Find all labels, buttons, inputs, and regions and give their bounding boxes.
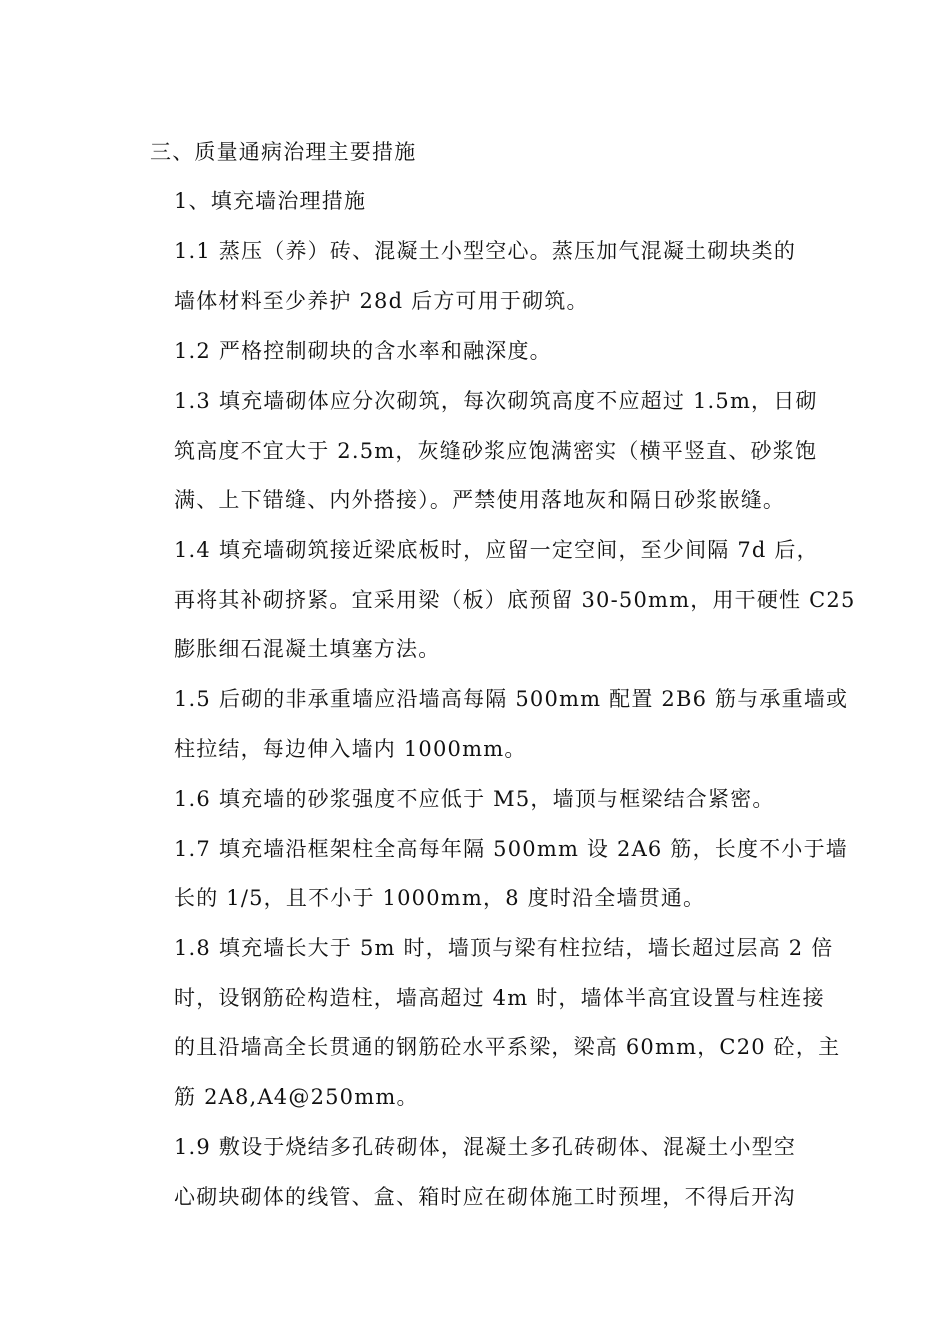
paragraph-line: 1.5 后砌的非承重墙应沿墙高每隔 500mm 配置 2B6 筋与承重墙或: [174, 687, 849, 711]
paragraph-line: 柱拉结，每边伸入墙内 1000mm。: [174, 737, 527, 761]
paragraph-line: 时，设钢筋砼构造柱，墙高超过 4m 时，墙体半高宜设置与柱连接: [174, 986, 825, 1010]
paragraph-line: 1.1 蒸压（养）砖、混凝土小型空心。蒸压加气混凝土砌块类的: [174, 239, 797, 263]
paragraph-line: 1.3 填充墙砌体应分次砌筑，每次砌筑高度不应超过 1.5m，日砌: [174, 389, 818, 413]
paragraph-line: 1.2 严格控制砌块的含水率和融深度。: [174, 339, 552, 363]
paragraph-line: 1.4 填充墙砌筑接近梁底板时，应留一定空间，至少间隔 7d 后，: [174, 538, 819, 562]
paragraph-line: 膨胀细石混凝土填塞方法。: [174, 637, 441, 661]
paragraph-line: 筋 2A8,A4@250mm。: [174, 1085, 419, 1109]
paragraph-line: 长的 1/5，且不小于 1000mm，8 度时沿全墙贯通。: [174, 886, 706, 910]
subsection-heading: 1、填充墙治理措施: [174, 189, 367, 213]
paragraph-line: 1.7 填充墙沿框架柱全高每年隔 500mm 设 2A6 筋，长度不小于墙: [174, 837, 848, 861]
paragraph-line: 墙体材料至少养护 28d 后方可用于砌筑。: [174, 289, 589, 313]
paragraph-line: 再将其补砌挤紧。宜采用梁（板）底预留 30-50mm，用干硬性 C25: [174, 588, 856, 612]
paragraph-line: 1.6 填充墙的砂浆强度不应低于 M5，墙顶与框梁结合紧密。: [174, 787, 775, 811]
section-heading: 三、质量通病治理主要措施: [150, 140, 417, 164]
paragraph-line: 心砌块砌体的线管、盒、箱时应在砌体施工时预埋，不得后开沟: [174, 1185, 796, 1209]
paragraph-line: 满、上下错缝、内外搭接）。严禁使用落地灰和隔日砂浆嵌缝。: [174, 488, 786, 512]
paragraph-line: 的且沿墙高全长贯通的钢筋砼水平系梁，梁高 60mm，C20 砼，主: [174, 1035, 841, 1059]
paragraph-line: 1.8 填充墙长大于 5m 时，墙顶与梁有柱拉结，墙长超过层高 2 倍: [174, 936, 834, 960]
paragraph-line: 1.9 敷设于烧结多孔砖砌体，混凝土多孔砖砌体、混凝土小型空: [174, 1135, 797, 1159]
paragraph-line: 筑高度不宜大于 2.5m，灰缝砂浆应饱满密实（横平竖直、砂浆饱: [174, 439, 818, 463]
